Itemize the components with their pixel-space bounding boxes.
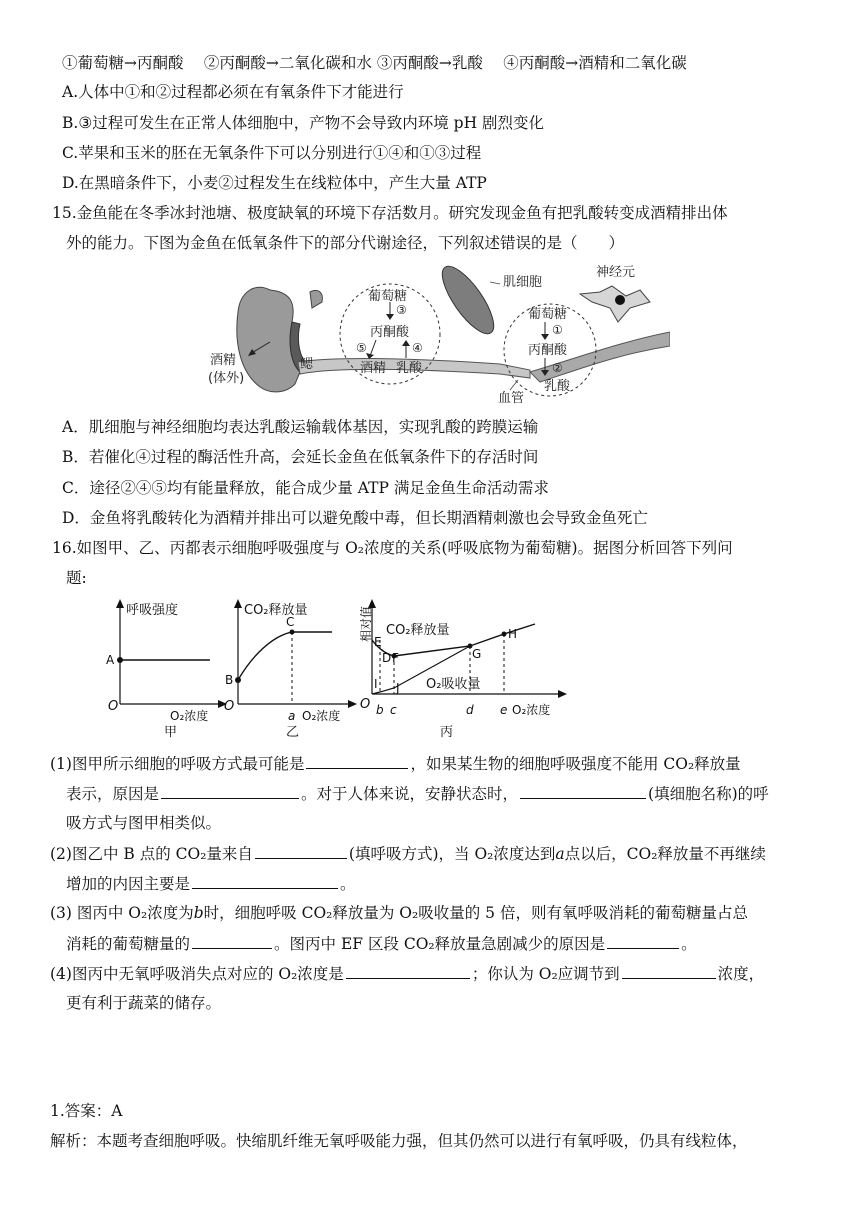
q16-sub1-text-e: (填细胞名称)的呼 — [648, 785, 769, 803]
right-pyruvate-label: 丙酮酸 — [528, 343, 568, 358]
q16-sub2-text-e: 。 — [340, 875, 356, 893]
q16-sub1-text-d: 。对于人体来说，安静状态时， — [301, 785, 519, 803]
vessel-label: 血管 — [498, 391, 525, 406]
q16-sub1-line2 — [66, 782, 769, 805]
q16-sub4-text-c: 浓度， — [717, 965, 765, 983]
jia-origin: O — [108, 699, 119, 714]
gill-label: 鳃 — [300, 357, 314, 372]
left-pyruvate-label: 丙酮酸 — [370, 325, 410, 340]
left-step4-label: ④ — [412, 341, 423, 355]
yi-tick-a: a — [288, 709, 296, 723]
q16-sub1-text-a: (1)图甲所示细胞的呼吸方式最可能是 — [50, 755, 305, 773]
left-glucose-label: 葡萄糖 — [368, 289, 408, 304]
q14-processes: ①葡萄糖→丙酮酸 ②丙酮酸→二氧化碳和水 ③丙酮酸→乳酸 ④丙酮酸→酒精和二氧化碳 — [62, 54, 687, 72]
q16-sub3-text-e: 。 — [681, 935, 697, 953]
right-step1-label: ① — [552, 323, 563, 337]
q16-sub2-text-d: 增加的内因主要是 — [66, 875, 191, 893]
bing-point-f: F — [392, 651, 399, 665]
q15-stem-line2: 外的能力。下图为金鱼在低氧条件下的部分代谢途径，下列叙述错误的是（ ） — [66, 234, 625, 252]
bing-tick-e: e — [500, 703, 508, 717]
jia-caption: 甲 — [164, 725, 178, 740]
yi-point-c: C — [286, 615, 295, 629]
q16-sub1-blank2[interactable] — [161, 782, 299, 799]
q16-sub4-line1 — [50, 962, 764, 985]
yi-point-b: B — [225, 673, 234, 687]
left-step5-label: ⑤ — [356, 341, 367, 355]
yi-ylabel: CO₂释放量 — [244, 603, 308, 618]
q16-sub4-text-d: 更有利于蔬菜的储存。 — [66, 994, 222, 1012]
yi-origin: O — [224, 699, 235, 714]
jia-xlabel: O₂浓度 — [170, 709, 209, 723]
q14-option-b: B.③过程可发生在正常人体细胞中，产物不会导致内环境 pH 剧烈变化 — [62, 114, 545, 132]
bing-o2-label: O₂吸收量 — [426, 677, 481, 692]
bing-tick-d: d — [466, 703, 474, 717]
q15-option-a: A．肌细胞与神经细胞均表达乳酸运输载体基因，实现乳酸的跨膜运输 — [62, 418, 539, 436]
bing-caption: 丙 — [440, 725, 454, 740]
q16-sub3-text-c: 消耗的葡萄糖量的 — [66, 935, 191, 953]
alcohol-out-sub-label: (体外) — [208, 371, 245, 386]
bing-point-d: D — [382, 651, 392, 665]
q15-option-d: D．金鱼将乳酸转化为酒精并排出可以避免酸中毒，但长期酒精刺激也会导致金鱼死亡 — [62, 509, 648, 527]
bing-point-i: I — [374, 677, 378, 691]
q16-sub4-blank1[interactable] — [346, 962, 470, 979]
q16-sub2-text-a: (2)图乙中 B 点的 CO₂量来自 — [50, 845, 253, 863]
right-lactate-label: 乳酸 — [544, 379, 571, 394]
q16-sub2-blank1[interactable] — [255, 842, 347, 859]
q14-option-c: C.苹果和玉米的胚在无氧条件下可以分别进行①④和①③过程 — [62, 144, 482, 162]
q14-option-d: D.在黑暗条件下，小麦②过程发生在线粒体中，产生大量 ATP — [62, 174, 487, 192]
neuron-label: 神经元 — [596, 265, 636, 280]
muscle-cell-label: 肌细胞 — [503, 275, 543, 290]
q16-sub3-line2 — [66, 932, 697, 955]
q16-sub3-text-a: (3) 图丙中 O₂浓度为 — [50, 904, 194, 922]
q16-sub1-text-c: 表示，原因是 — [66, 785, 160, 803]
q16-sub4-text-a: (4)图丙中无氧呼吸消失点对应的 O₂浓度是 — [50, 965, 344, 983]
q16-sub1-blank3[interactable] — [520, 782, 646, 799]
q16-sub2-text-c: 点以后，CO₂释放量不再继续 — [564, 845, 766, 863]
q15-option-c: C．途径②④⑤均有能量释放，能合成少量 ATP 满足金鱼生命活动需求 — [62, 479, 549, 497]
q16-sub3-blank2[interactable] — [607, 932, 679, 949]
graph-bing — [350, 596, 570, 746]
yi-caption: 乙 — [286, 725, 300, 740]
bing-tick-b: b — [376, 703, 384, 717]
q15-stem-line1: 15.金鱼能在冬季冰封池塘、极度缺氧的环境下存活数月。研究发现金鱼有把乳酸转变成酒精排出体 — [52, 204, 728, 222]
right-glucose-label: 葡萄糖 — [528, 307, 568, 322]
q16-sub2-blank2[interactable] — [192, 872, 338, 889]
graph-yi — [222, 596, 362, 746]
bing-co2-label: CO₂释放量 — [386, 623, 450, 638]
bing-point-g: G — [472, 647, 482, 661]
bing-point-j: J — [396, 681, 400, 695]
q16-sub3-italic-b: b — [193, 904, 204, 922]
q16-sub4-blank2[interactable] — [622, 962, 716, 979]
bing-point-h: H — [508, 627, 518, 641]
left-lactate-label: 乳酸 — [396, 361, 423, 376]
bing-point-e: E — [374, 635, 382, 649]
yi-xlabel: O₂浓度 — [302, 709, 341, 723]
left-alcohol-label: 酒精 — [360, 361, 387, 376]
q16-stem-line2: 题: — [66, 569, 87, 587]
q15-option-b: B．若催化④过程的酶活性升高，会延长金鱼在低氧条件下的存活时间 — [62, 448, 539, 466]
q16-sub1-blank1[interactable] — [306, 752, 408, 769]
q16-sub2-text-b: (填呼吸方式)，当 O₂浓度达到 — [348, 845, 556, 863]
q16-stem-line1: 16.如图甲、乙、丙都表示细胞呼吸强度与 O₂浓度的关系(呼吸底物为葡萄糖)。据图分析回答下列问 — [52, 539, 733, 557]
bing-ylabel: 相对值 — [359, 605, 373, 642]
q16-sub1-text-f: 吸方式与图甲相类似。 — [66, 814, 222, 832]
q16-sub3-blank1[interactable] — [192, 932, 272, 949]
bing-xlabel: O₂浓度 — [512, 703, 551, 717]
answer-line2: 解析：本题考查细胞呼吸。快缩肌纤维无氧呼吸能力强，但其仍然可以进行有氧呼吸，仍具有线粒体， — [50, 1132, 748, 1150]
graph-jia — [100, 596, 230, 746]
q16-sub1-line1 — [50, 752, 741, 775]
q16-sub3-text-b: 时，细胞呼吸 CO₂释放量为 O₂吸收量的 5 倍，则有氧呼吸消耗的葡萄糖量占总 — [203, 904, 748, 922]
goldfish-metabolism-diagram — [200, 262, 670, 412]
q16-sub2-line1 — [50, 842, 766, 865]
bing-origin: O — [360, 697, 371, 712]
bing-tick-c: c — [390, 703, 397, 717]
q16-sub2-line2 — [66, 872, 356, 895]
q16-sub3-line1 — [50, 902, 748, 924]
q16-sub2-italic-a: a — [555, 845, 565, 863]
q16-sub3-text-d: 。图丙中 EF 区段 CO₂释放量急剧减少的原因是 — [274, 935, 606, 953]
jia-point-a: A — [106, 653, 115, 667]
q16-sub1-text-b: ，如果某生物的细胞呼吸强度不能用 CO₂释放量 — [410, 755, 741, 773]
q14-option-a: A.人体中①和②过程都必须在有氧条件下才能进行 — [62, 83, 404, 101]
left-step3-label: ③ — [396, 303, 407, 317]
alcohol-out-label: 酒精 — [210, 353, 237, 368]
answer-line1: 1.答案：A — [50, 1102, 123, 1120]
jia-ylabel: 呼吸强度 — [126, 603, 179, 618]
q16-sub4-text-b: ；你认为 O₂应调节到 — [471, 965, 620, 983]
right-step2-label: ② — [552, 361, 563, 375]
